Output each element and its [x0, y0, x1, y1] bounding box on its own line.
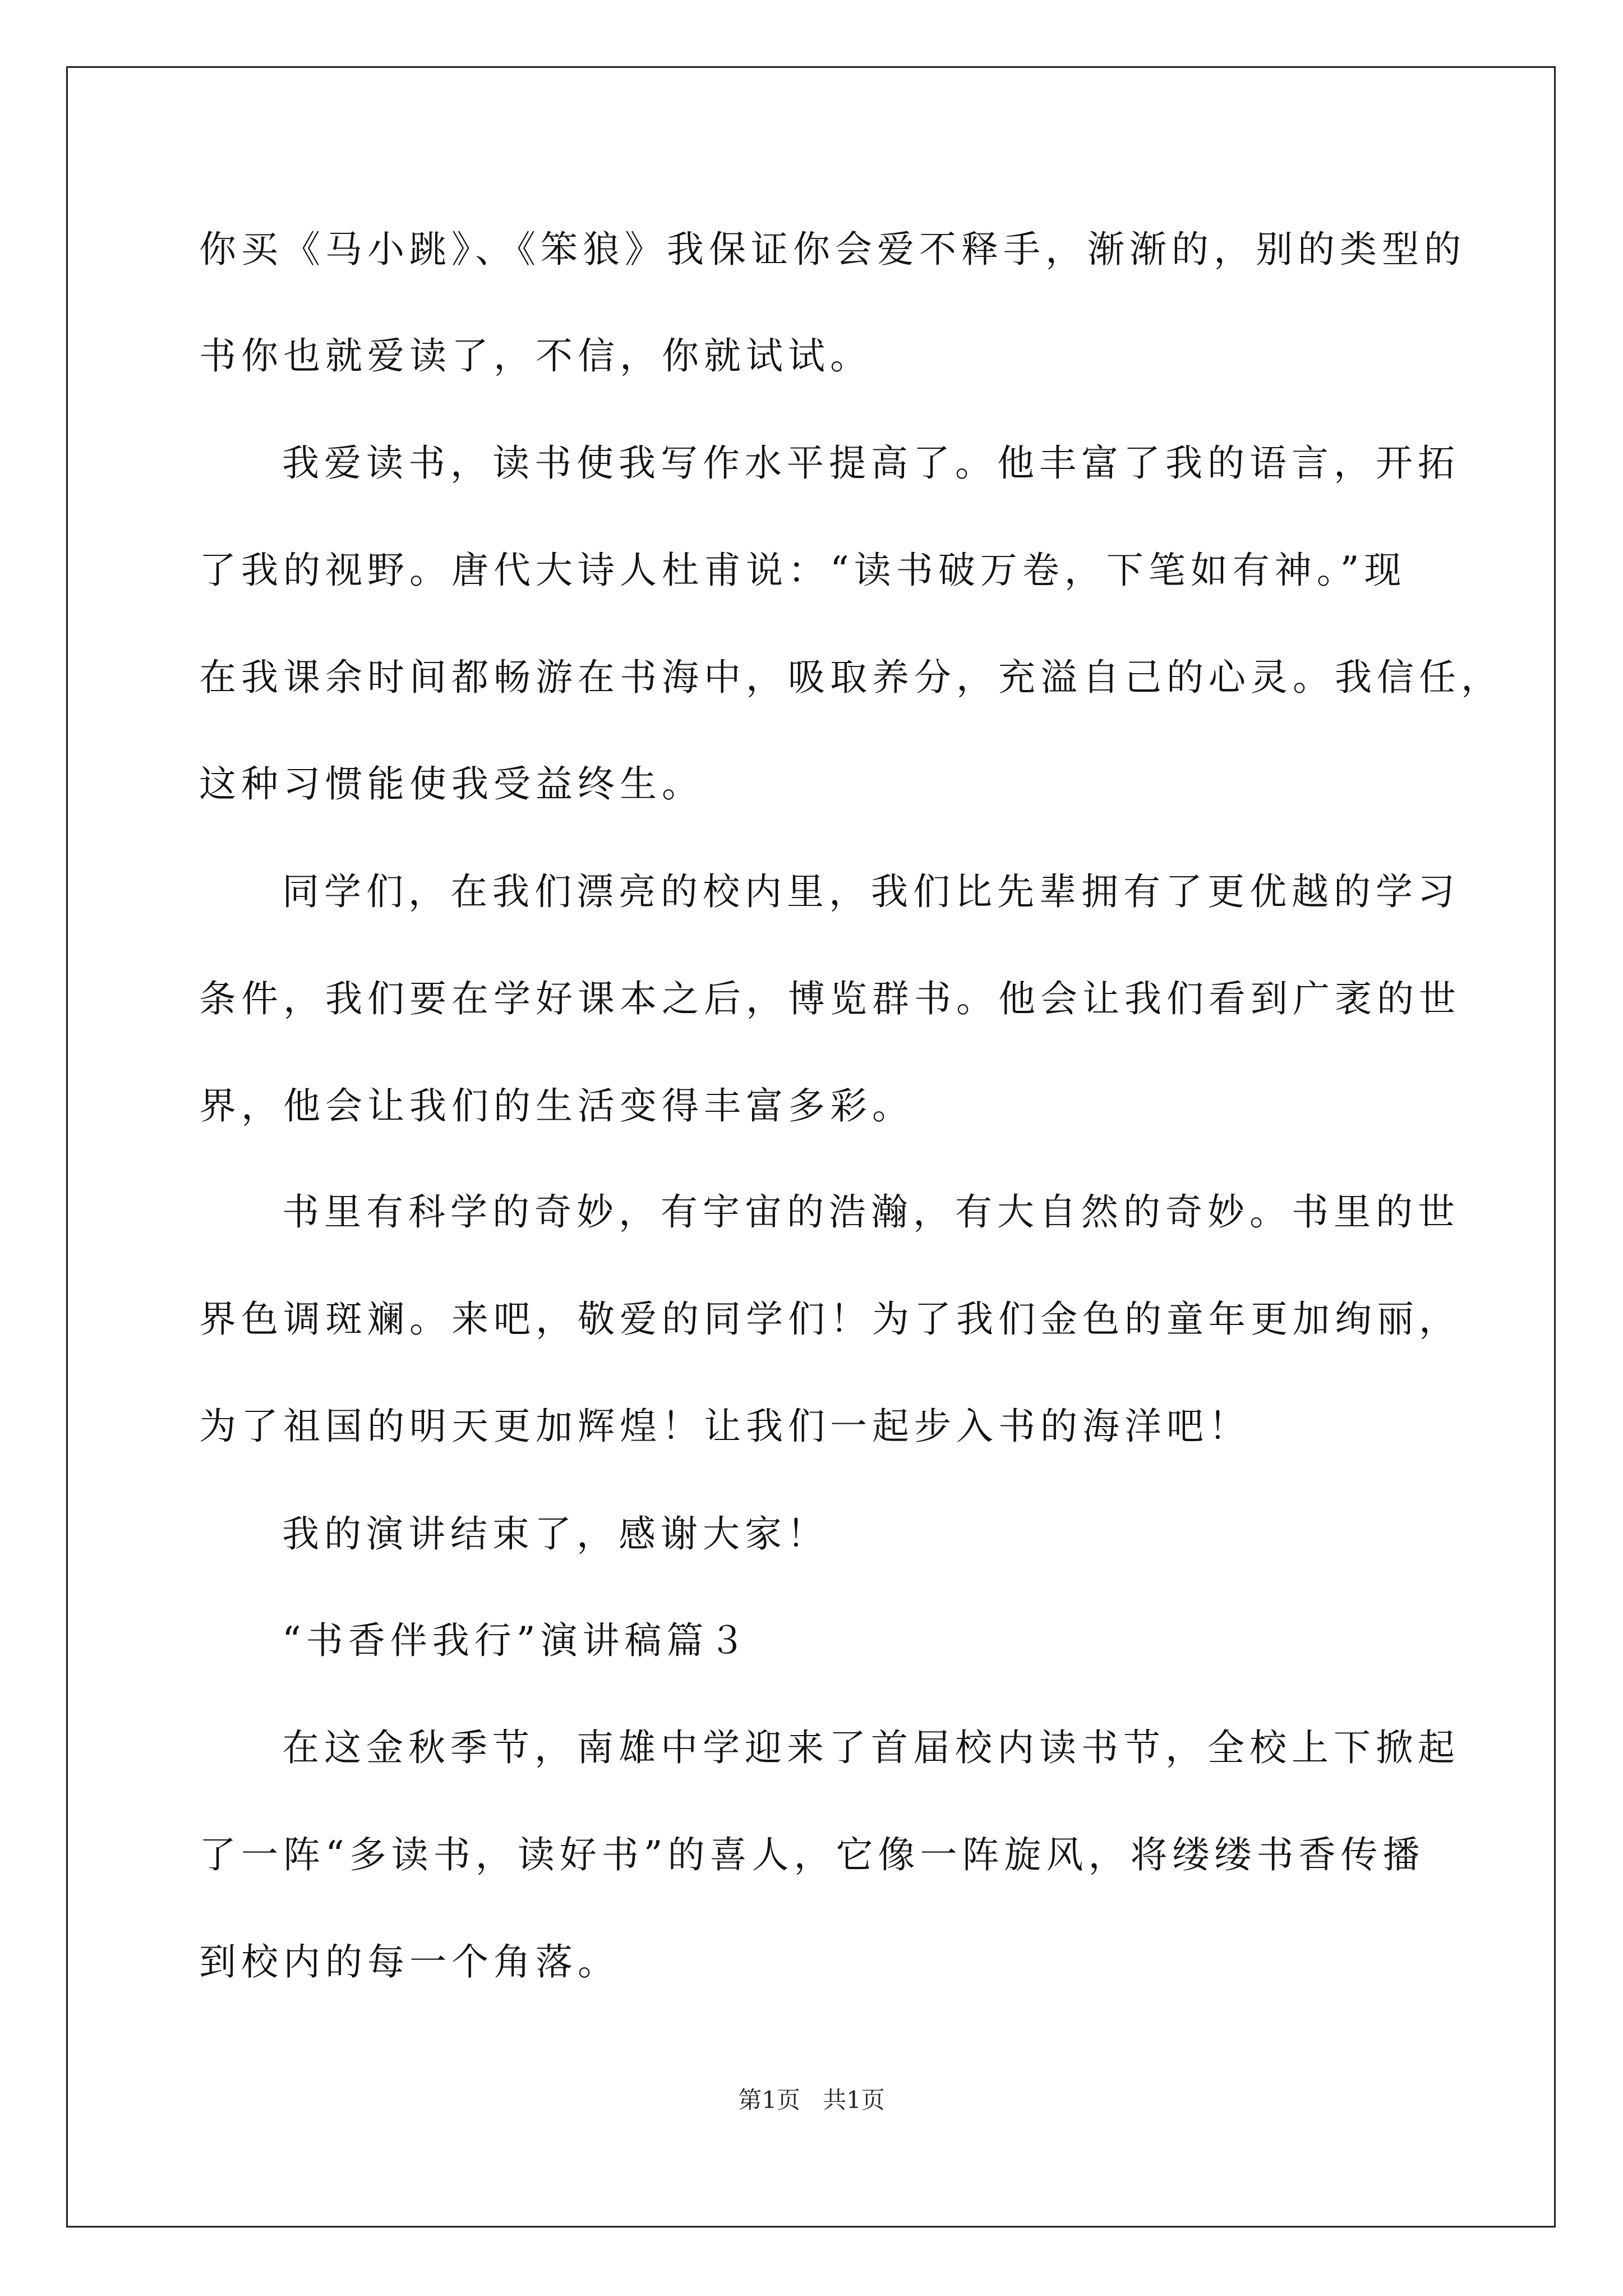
text-line: 为了祖国的明天更加辉煌！让我们一起步入书的海洋吧！ — [199, 1405, 1251, 1448]
paragraph-start-line: 我爱读书，读书使我写作水平提高了。他丰富了我的语言，开拓 — [282, 441, 1460, 485]
page-number-footer: 第1页 共1页 — [738, 2086, 885, 2114]
paragraph-start-line: 同学们，在我们漂亮的校内里，我们比先辈拥有了更优越的学习 — [282, 870, 1460, 913]
section-heading: “书香伴我行”演讲稿篇３ — [282, 1619, 751, 1662]
page-border — [66, 66, 1556, 2228]
text-line: 界色调斑斓。来吧，敬爱的同学们！为了我们金色的童年更加绚丽， — [199, 1297, 1461, 1341]
text-line: 界，他会让我们的生活变得丰富多彩。 — [199, 1084, 914, 1128]
text-line: 你买《马小跳》、《笨狼》我保证你会爱不释手，渐渐的，别的类型的 — [199, 228, 1466, 271]
text-line: 书你也就爱读了，不信，你就试试。 — [199, 334, 872, 378]
text-line: 条件，我们要在学好课本之后，博览群书。他会让我们看到广袤的世 — [199, 977, 1461, 1020]
text-line: 这种习惯能使我受益终生。 — [199, 762, 704, 806]
text-line: 到校内的每一个角落。 — [199, 1940, 620, 1984]
text-line: 在我课余时间都畅游在书海中，吸取养分，充溢自己的心灵。我信任， — [199, 656, 1503, 699]
text-line: 了一阵“多读书，读好书”的喜人，它像一阵旋风，将缕缕书香传播 — [199, 1833, 1425, 1876]
paragraph-start-line: 我的演讲结束了，感谢大家！ — [282, 1512, 829, 1556]
text-line: 了我的视野。唐代大诗人杜甫说：“读书破万卷，下笔如有神。”现 — [199, 549, 1407, 592]
paragraph-start-line: 在这金秋季节，南雄中学迎来了首届校内读书节，全校上下掀起 — [282, 1726, 1460, 1769]
paragraph-start-line: 书里有科学的奇妙，有宇宙的浩瀚，有大自然的奇妙。书里的世 — [282, 1190, 1460, 1234]
